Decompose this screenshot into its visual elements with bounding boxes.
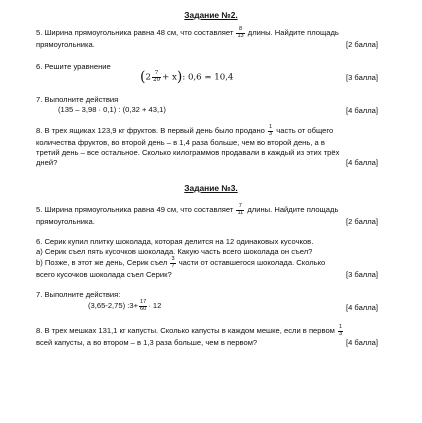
task3-q6-points: [3 балла] [345,270,378,279]
task2-q5-denominator: 13 [237,32,244,39]
task3-q7-points: [4 балла] [345,303,378,312]
task3-q7-numerator: 17 [140,299,147,305]
task2-q6-equation [140,69,233,86]
task2-q7-points: [4 балла] [345,106,378,115]
task3-q6-denominator: 7 [171,262,175,269]
task3-q7-expr-b: · 12 [148,301,162,311]
task2-q5-line1 [36,27,376,39]
task2-title: Задание №2. [184,10,238,20]
task2-q5-text-a: 5. Ширина прямоугольника равна 48 см, что составляет [36,28,234,38]
task2-q6-points: [3 балла] [345,73,378,82]
task3-q8-denominator: 3 [339,330,343,337]
task3-q5-line1 [36,204,376,216]
task2-q6-denominator: 20 [152,77,161,84]
task3-q5-text-a: 5. Ширина прямоугольника равна 49 см, что составляет [36,205,234,215]
task3-q6-numerator: 3 [171,256,175,262]
task3-q6-line3 [36,257,376,269]
task2-q8-text-d: третий день – все остальное. Сколько килограммов продавали в каждый из этих трёх [36,148,340,157]
task3-q5-text-c: прямоугольника. [36,217,95,226]
task3-q6-text-e: всего кусочков шоколада съел Серик? [36,270,172,279]
task3-q8-line1 [36,325,376,337]
task2-q8-text-b: часть от общего [276,126,334,136]
task2-q6-close-paren: ) [176,69,183,85]
task3-q6-text-b: а) Серик съел пять кусочков шоколада. Какую часть всего шоколада он съел? [36,247,313,256]
task2-q5-points: [2 балла] [345,40,378,49]
task2-q6-text: 6. Решите уравнение [36,62,111,71]
task2-q8-points: [4 балла] [345,158,378,167]
task3-q8-text-a: 8. В трех мешках 131,1 кг капусты. Сколько капусты в каждом мешке, если в первом [36,326,335,336]
task2-q8-denominator: 3 [269,130,273,137]
task2-q5-text-b: длины. Найдите площадь [247,28,339,38]
task2-q6-plus-x: + x [162,72,177,83]
task3-q7-fraction [139,300,147,312]
task3-q5-points: [2 балла] [345,217,378,226]
task3-q7-denominator: 60 [140,305,147,312]
task3-q5-numerator: 7 [236,204,244,211]
task2-q6-numerator: 7 [152,71,161,78]
task3-q6-text-d: части от оставшегося шоколада. Сколько [178,258,326,268]
task3-q5-fraction [236,204,244,216]
task3-q8-points: [4 балла] [345,338,378,347]
task2-q8-fraction [268,125,273,137]
task3-q5-denominator: 11 [237,209,244,216]
task2-q8-text-a: 8. В трех ящиках 123,9 кг фруктов. В первый день было продано [36,126,265,136]
task3-q6-fraction [170,257,175,269]
task2-q6-open-paren: ( [140,69,146,85]
task3-q8-text-b: всей капусты, а во втором – в 1,3 раза больше, чем в первом? [36,338,258,347]
task3-q8-fraction [338,325,343,337]
task2-q5-numerator: 8 [236,27,244,34]
task3-q6-text-c: b) Позже, в этот же день, Серик съел [36,258,168,268]
task3-title: Задание №3. [184,183,238,193]
task2-q5-fraction [236,27,244,39]
task2-q6-fraction [152,71,161,83]
task3-q8-numerator: 1 [339,324,343,330]
task2-q5-text-c: прямоугольника. [36,40,95,49]
task2-q8-text-c: количества фруктов, во второй день – в 1,4 раза больше, чем во второй день, а в [36,138,325,147]
task2-q6-whole: 2 [145,72,151,83]
task2-q7-expression: (135 – 3,98 · 0,1) : (0,32 + 43,1) [58,105,166,114]
task2-q8-line1 [36,125,376,137]
task3-q6-text-a: 6. Серик купил плитку шоколада, которая делится на 12 одинаковых кусочков. [36,237,314,246]
task2-q8-text-e: дней? [36,158,58,167]
task3-q5-text-b: длины. Найдите площадь [247,205,339,215]
task2-q7-text: 7. Выполните действия [36,95,119,104]
task2-q6-tail: : 0,6 = 10,4 [182,72,234,83]
task2-q8-numerator: 1 [269,124,273,130]
task3-q7-expr-a: (3,65-2,75) :3+ [88,301,139,311]
task3-q7-text: 7. Выполните действия: [36,290,121,299]
